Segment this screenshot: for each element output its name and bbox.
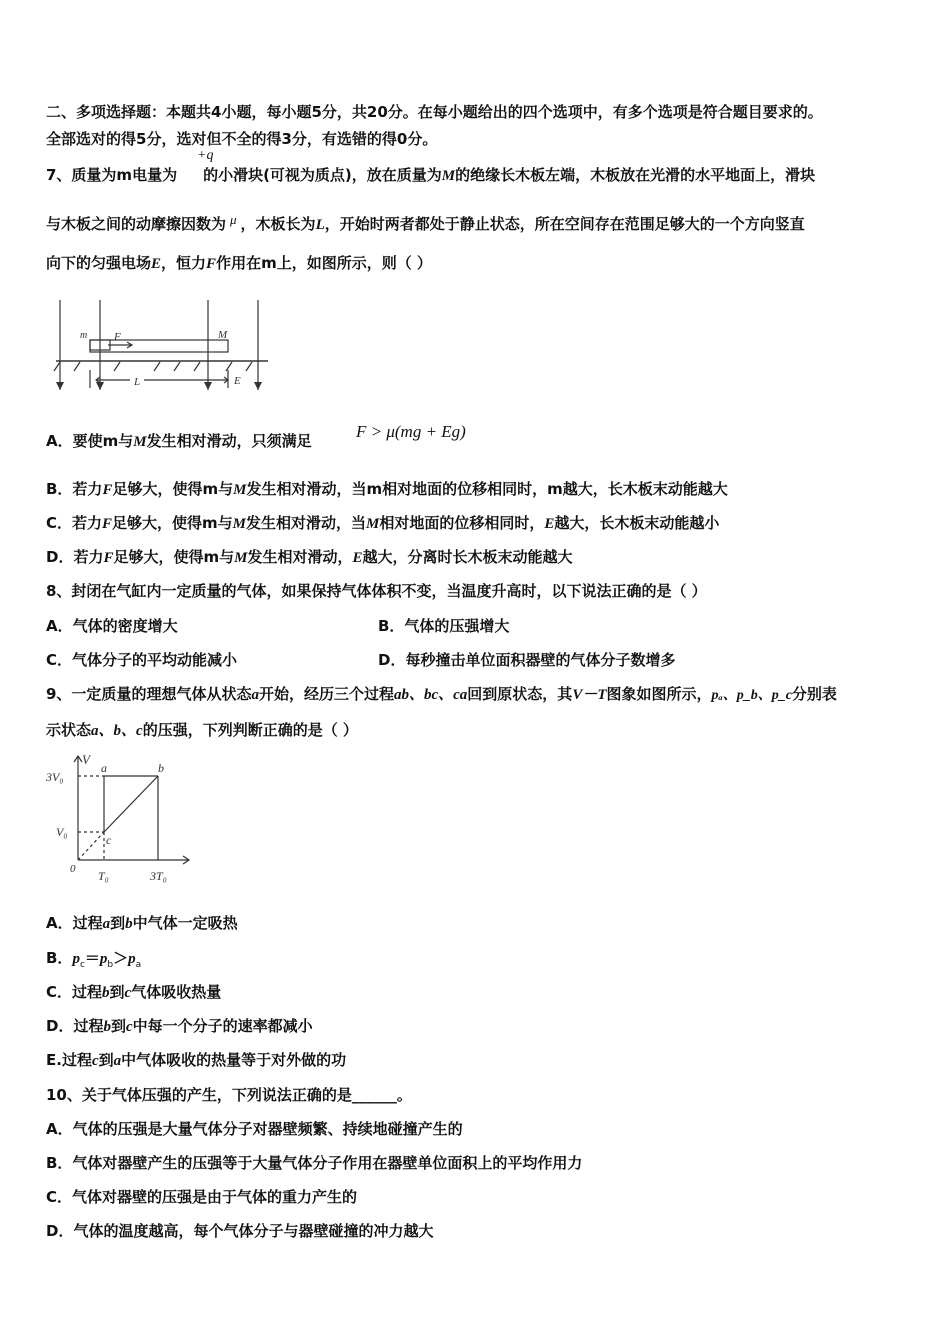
section-header-line2: 全部选对的得5分，选对但不全的得3分，有选错的得0分。 <box>46 130 438 148</box>
q9-stem-line1: 9、一定质量的理想气体从状态a开始，经历三个过程ab、bc、ca回到原状态，其V－T图象如图所示，pₐ、p_b、p_c分别表 <box>46 685 837 703</box>
q7-option-c: C．若力F足够大，使得m与M发生相对滑动，当M相对地面的位移相同时，E越大，长木板末动能越小 <box>46 514 720 532</box>
q9-option-a: A．过程a到b中气体一定吸热 <box>46 914 238 932</box>
q7-fig-label-E: E <box>234 375 241 387</box>
q7-fig-label-M: M <box>218 329 228 341</box>
q7-fig-label-F: F <box>114 331 121 343</box>
q10-option-a: A．气体的压强是大量气体分子对器壁频繁、持续地碰撞产生的 <box>46 1120 463 1138</box>
q7-fig-label-m: m <box>80 330 88 341</box>
q9-origin: 0 <box>70 863 76 875</box>
q9-option-e: E.过程c到a中气体吸收的热量等于对外做的功 <box>46 1051 347 1069</box>
q8-option-a: A．气体的密度增大 <box>46 617 178 635</box>
q9-option-c: C．过程b到c气体吸收热量 <box>46 983 222 1001</box>
q9-axis-v: V <box>82 752 90 767</box>
q7-figure <box>50 296 275 396</box>
q10-option-b: B．气体对器壁产生的压强等于大量气体分子作用在器壁单位面积上的平均作用力 <box>46 1154 583 1172</box>
section-header-line1: 二、多项选择题：本题共4小题，每小题5分，共20分。在每小题给出的四个选项中，有多个选项是符合题目要求的。 <box>46 103 823 121</box>
q9-tick-v0: V₀ <box>56 825 68 839</box>
q10-option-d: D．气体的温度越高，每个气体分子与器壁碰撞的冲力越大 <box>46 1222 434 1240</box>
q9-option-d: D．过程b到c中每一个分子的速率都减小 <box>46 1017 313 1035</box>
q7-stem-line1: 7、质量为m电量为 的小滑块(可视为质点)，放在质量为M的绝缘长木板左端，木板放在光滑的水平地面上，滑块 <box>46 166 816 184</box>
q9-point-a: a <box>101 761 107 775</box>
q10-stem: 10、关于气体压强的产生，下列说法正确的是______。 <box>46 1086 412 1104</box>
q7-option-a: A．要使m与M发生相对滑动，只须满足 <box>46 432 312 450</box>
q8-stem: 8、封闭在气缸内一定质量的气体，如果保持气体体积不变，当温度升高时，以下说法正确的是（ ） <box>46 582 707 600</box>
q9-option-b: B．$p_c=p_b>p_a$ <box>46 949 142 970</box>
q7-option-a-formula: F > μ(mg + Eg) <box>356 422 466 441</box>
q9-tick-t0: T₀ <box>98 869 109 883</box>
q7-charge: +q <box>197 148 214 163</box>
q8-option-d: D．每秒撞击单位面积器壁的气体分子数增多 <box>378 651 676 669</box>
q9-point-c: c <box>106 833 112 847</box>
q7-option-d: D．若力F足够大，使得m与M发生相对滑动，E越大，分离时长木板末动能越大 <box>46 548 573 566</box>
q8-option-c: C．气体分子的平均动能减小 <box>46 651 238 669</box>
q10-option-c: C．气体对器壁的压强是由于气体的重力产生的 <box>46 1188 358 1206</box>
q9-vt-graph <box>46 752 196 887</box>
q9-stem-line2: 示状态a、b、c的压强，下列判断正确的是（ ） <box>46 721 358 739</box>
q9-tick-3t0: 3T₀ <box>150 869 167 883</box>
q7-stem-line3: 向下的匀强电场E，恒力F作用在m上，如图所示，则（ ） <box>46 254 432 272</box>
q8-option-b: B．气体的压强增大 <box>378 617 510 635</box>
q7-option-b: B．若力F足够大，使得m与M发生相对滑动，当m相对地面的位移相同时，m越大，长木板末动能越大 <box>46 480 728 498</box>
q7-stem-line2: 与木板之间的动摩擦因数为 μ ，木板长为L，开始时两者都处于静止状态，所在空间存在范围足够大的一个方向竖直 <box>46 212 805 233</box>
q9-point-b: b <box>158 761 164 775</box>
q9-tick-3v0: 3V₀ <box>46 770 64 784</box>
q7-fig-label-L: L <box>134 376 141 388</box>
